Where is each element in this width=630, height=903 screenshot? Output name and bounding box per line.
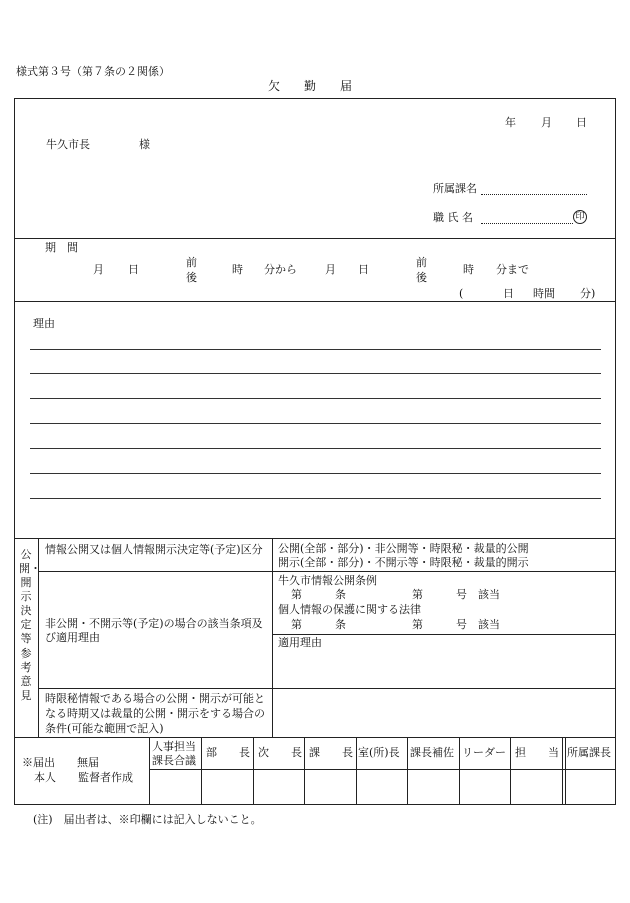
reason-line[interactable] bbox=[30, 498, 601, 499]
date-day: 日 bbox=[576, 116, 587, 129]
period-to-hour: 時 bbox=[463, 263, 474, 276]
reason-line[interactable] bbox=[30, 398, 601, 399]
period-to-am: 前 bbox=[416, 256, 427, 269]
divider bbox=[14, 238, 616, 239]
divider bbox=[14, 737, 616, 738]
period-total-hours: 時間 bbox=[533, 287, 555, 300]
stamp-cell-director[interactable] bbox=[202, 770, 253, 804]
stamp-cell-section-chief[interactable] bbox=[305, 770, 356, 804]
period-to-month: 月 bbox=[325, 263, 336, 276]
period-from-day: 日 bbox=[128, 263, 139, 276]
period-from-pm: 後 bbox=[186, 271, 197, 284]
approval-col-leader: リーダー bbox=[462, 746, 506, 759]
approval-col-hr-manager: 人事担当課長合議 bbox=[152, 740, 196, 767]
seal-mark: 印 bbox=[573, 210, 587, 224]
reason-line[interactable] bbox=[30, 349, 601, 350]
law-name: 個人情報の保護に関する法律 bbox=[278, 603, 421, 616]
period-from-am: 前 bbox=[186, 256, 197, 269]
divider bbox=[38, 688, 616, 689]
approval-col-assistant-chief: 課長補佐 bbox=[410, 746, 454, 759]
submission-type-line1: ※届出 無届 bbox=[22, 756, 99, 769]
time-limited-condition-label: 時限秘情報である場合の公開・開示が可能となる時期又は裁量的公開・開示をする場合の条件(可能な範囲で記入) bbox=[45, 692, 265, 735]
law-article: 第 条 第 号 該当 bbox=[291, 618, 500, 631]
ordinance-article: 第 条 第 号 該当 bbox=[291, 588, 500, 601]
disclosure-category-option-personal: 開示(全部・部分)・不開示等・時限秘・裁量的開示 bbox=[278, 556, 529, 569]
divider bbox=[149, 737, 150, 805]
nondisclosure-clause-label: 非公開・不開示等(予定)の場合の該当条項及び適用理由 bbox=[45, 617, 263, 644]
approval-col-office-head: 室(所)長 bbox=[358, 746, 400, 759]
period-to-day: 日 bbox=[358, 263, 369, 276]
form-number: 様式第３号（第７条の２関係） bbox=[16, 65, 170, 78]
stamp-cell-office-head[interactable] bbox=[357, 770, 407, 804]
period-from-hour: 時 bbox=[232, 263, 243, 276]
approval-col-director: 部 長 bbox=[206, 746, 250, 759]
date-year: 年 bbox=[505, 116, 516, 129]
dept-label: 所属課名 bbox=[433, 182, 477, 195]
reason-line[interactable] bbox=[30, 448, 601, 449]
reason-label: 理由 bbox=[33, 317, 55, 330]
divider bbox=[272, 538, 273, 737]
disclosure-side-label: 公開・開示決定等参考意見 bbox=[19, 548, 41, 702]
period-from-minute: 分から bbox=[264, 263, 297, 276]
name-label: 職 氏 名 bbox=[433, 211, 473, 224]
divider bbox=[14, 538, 616, 539]
stamp-cell-assistant-chief[interactable] bbox=[408, 770, 459, 804]
stamp-cell-leader[interactable] bbox=[460, 770, 510, 804]
date-month: 月 bbox=[541, 116, 552, 129]
period-total-days: 日 bbox=[503, 287, 514, 300]
period-to-minute: 分まで bbox=[496, 263, 529, 276]
stamp-cell-staff[interactable] bbox=[511, 770, 562, 804]
form-title: 欠 勤 届 bbox=[268, 79, 353, 93]
period-from-month: 月 bbox=[93, 263, 104, 276]
applicable-reason-label: 適用理由 bbox=[278, 636, 322, 649]
period-to-pm: 後 bbox=[416, 271, 427, 284]
divider bbox=[38, 571, 616, 572]
approval-col-dept-chief: 所属課長 bbox=[567, 746, 611, 759]
divider bbox=[562, 737, 563, 805]
disclosure-category-label: 情報公開又は個人情報開示決定等(予定)区分 bbox=[45, 543, 263, 556]
reason-line[interactable] bbox=[30, 473, 601, 474]
reason-line[interactable] bbox=[30, 373, 601, 374]
period-label: 期 間 bbox=[45, 241, 78, 254]
period-total-open: ( bbox=[459, 287, 464, 300]
disclosure-category-option-public: 公開(全部・部分)・非公開等・時限秘・裁量的公開 bbox=[278, 542, 529, 555]
approval-col-section-chief: 課 長 bbox=[309, 746, 353, 759]
name-field[interactable] bbox=[481, 223, 573, 224]
divider bbox=[14, 301, 616, 302]
stamp-cell-dept-chief[interactable] bbox=[566, 770, 615, 804]
dept-field[interactable] bbox=[481, 194, 587, 195]
footer-note: (注) 届出者は、※印欄には記入しないこと。 bbox=[33, 813, 262, 826]
reason-line[interactable] bbox=[30, 423, 601, 424]
addressee: 牛久市長 bbox=[46, 138, 90, 151]
honorific: 様 bbox=[139, 138, 150, 151]
approval-col-deputy-director: 次 長 bbox=[258, 746, 302, 759]
period-total-minutes: 分) bbox=[580, 287, 596, 300]
stamp-cell-deputy-director[interactable] bbox=[254, 770, 304, 804]
approval-col-staff: 担 当 bbox=[515, 746, 559, 759]
ordinance-name: 牛久市情報公開条例 bbox=[278, 574, 377, 587]
divider bbox=[272, 634, 616, 635]
submission-type-line2: 本人 監督者作成 bbox=[34, 771, 133, 784]
